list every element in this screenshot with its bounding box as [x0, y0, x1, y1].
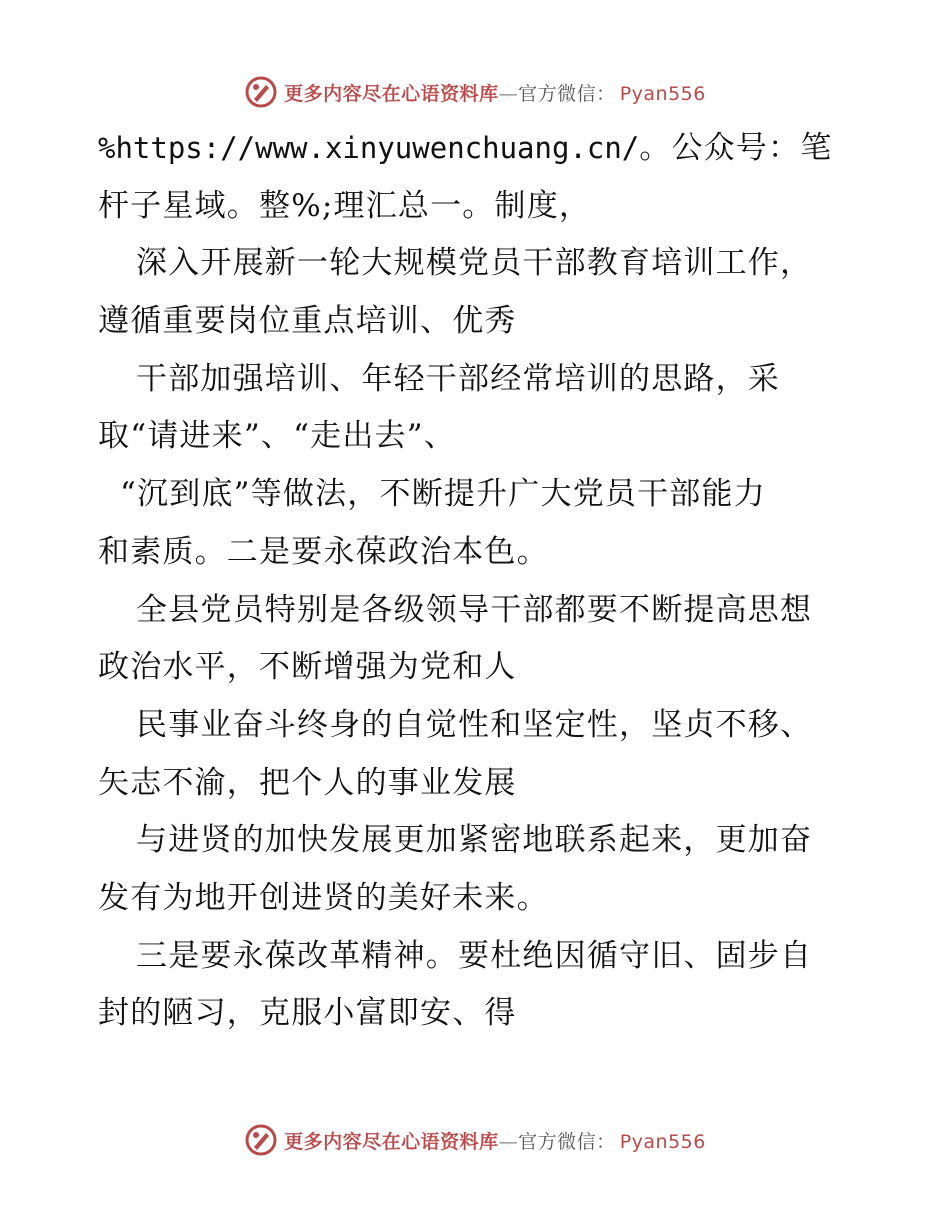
text-line-2: 杆子星域。整%;理汇总一。制度， — [98, 187, 592, 224]
text-line-16: 封的陋习，克服小富即安、得 — [98, 995, 517, 1032]
banner-colon: ： — [596, 82, 616, 105]
text-line-10: 政治水平，不断增强为党和人 — [98, 649, 517, 686]
url-text: %https://www.xinyuwenchuang.cn/ — [98, 131, 640, 165]
banner-wechat-id: Pyan556 — [619, 1130, 706, 1153]
text-line-4: 遵循重要岗位重点培训、优秀 — [98, 303, 517, 340]
banner-dash: — — [498, 82, 519, 105]
banner-brand-text: 更多内容尽在心语资料库 — [284, 1130, 499, 1153]
banner-brand-text: 更多内容尽在心语资料库 — [284, 82, 499, 105]
text-line-12: 矢志不渝，把个人的事业发展 — [98, 764, 517, 801]
text-line-6: 取“请进来”、“走出去”、 — [98, 418, 456, 455]
header-banner — [0, 72, 950, 112]
text-line-7: “沉到底”等做法，不断提升广大党员干部能力 — [120, 476, 766, 513]
banner-wechat-label: 官方微信 — [518, 1130, 597, 1153]
text-line-5: 干部加强培训、年轻干部经常培训的思路，采 — [136, 360, 780, 397]
text-line-13: 与进贤的加快发展更加紧密地联系起来，更加奋 — [136, 822, 813, 859]
banner-colon: ： — [596, 1130, 616, 1153]
text-line-8: 和素质。二是要永葆政治本色。 — [98, 533, 549, 570]
text-line-15: 三是要永葆改革精神。要杜绝因循守旧、固步自 — [136, 937, 813, 974]
document-body — [98, 120, 858, 1043]
brand-logo-icon — [244, 1123, 278, 1157]
text-line-11: 民事业奋斗终身的自觉性和坚定性，坚贞不移、 — [136, 706, 813, 743]
text-line-14: 发有为地开创进贤的美好未来。 — [98, 879, 549, 916]
text-line-3: 深入开展新一轮大规模党员干部教育培训工作， — [136, 245, 813, 282]
footer-banner — [0, 1120, 950, 1160]
brand-logo-icon — [244, 75, 278, 109]
text-line-1 — [98, 120, 858, 178]
banner-wechat-label: 官方微信 — [518, 82, 597, 105]
banner-wechat-id: Pyan556 — [619, 82, 706, 105]
text-line-9: 全县党员特别是各级领导干部都要不断提高思想 — [136, 591, 813, 628]
line-1-rest: 。公众号：笔 — [639, 130, 833, 166]
banner-dash: — — [498, 1130, 519, 1153]
